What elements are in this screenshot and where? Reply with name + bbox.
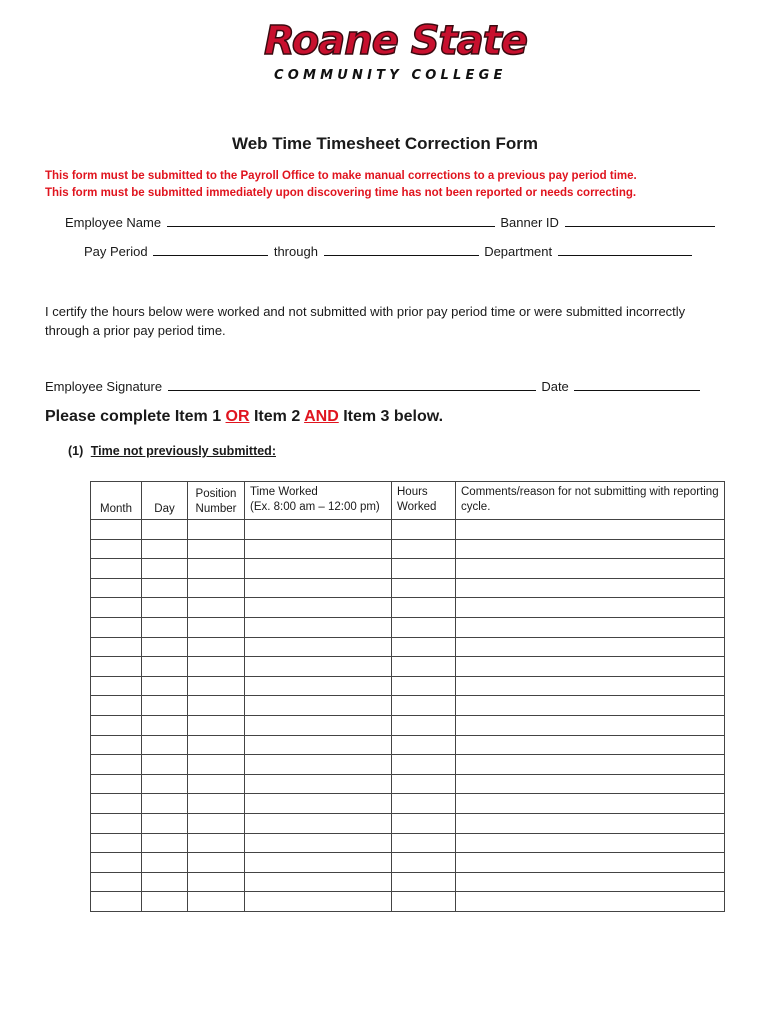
cell-hours[interactable] — [392, 598, 456, 618]
cell-position[interactable] — [188, 539, 245, 559]
instruction-part-3: Item 3 below. — [338, 408, 444, 425]
table-body — [91, 520, 725, 912]
cell-comments[interactable] — [456, 794, 725, 814]
cell-comments[interactable] — [456, 715, 725, 735]
header-day: Day — [142, 482, 188, 520]
table-row — [91, 833, 725, 853]
cell-comments[interactable] — [456, 755, 725, 775]
cell-hours[interactable] — [392, 813, 456, 833]
cell-month[interactable] — [91, 598, 142, 618]
cell-time[interactable] — [245, 755, 392, 775]
cell-comments[interactable] — [456, 735, 725, 755]
cell-hours[interactable] — [392, 735, 456, 755]
cell-hours[interactable] — [392, 774, 456, 794]
cell-position[interactable] — [188, 892, 245, 912]
cell-hours[interactable] — [392, 794, 456, 814]
page-title: Web Time Timesheet Correction Form — [231, 134, 539, 153]
table-row — [91, 617, 725, 637]
cell-day[interactable] — [142, 813, 188, 833]
notice-line-1: This form must be submitted to the Payroll Office to make manual corrections to a previous pay period time. — [45, 170, 637, 182]
cell-time[interactable] — [245, 617, 392, 637]
cell-month[interactable] — [91, 872, 142, 892]
cell-day[interactable] — [142, 715, 188, 735]
cell-position[interactable] — [188, 774, 245, 794]
cell-comments[interactable] — [456, 539, 725, 559]
table-row — [91, 559, 725, 579]
cell-time[interactable] — [245, 735, 392, 755]
cell-hours[interactable] — [392, 559, 456, 579]
table-row — [91, 735, 725, 755]
employee-name-label: Employee Name — [65, 215, 162, 230]
cell-month[interactable] — [91, 774, 142, 794]
cell-day[interactable] — [142, 617, 188, 637]
cell-position[interactable] — [188, 794, 245, 814]
cell-hours[interactable] — [392, 833, 456, 853]
cell-hours[interactable] — [392, 696, 456, 716]
employee-signature-field[interactable] — [168, 378, 536, 391]
cell-position[interactable] — [188, 676, 245, 696]
cell-month[interactable] — [91, 833, 142, 853]
cell-day[interactable] — [142, 539, 188, 559]
cell-day[interactable] — [142, 559, 188, 579]
header-time-line-2: (Ex. 8:00 am – 12:00 pm) — [250, 501, 380, 513]
cell-comments[interactable] — [456, 598, 725, 618]
cell-hours[interactable] — [392, 676, 456, 696]
department-label: Department — [484, 244, 553, 259]
college-logo — [258, 18, 527, 88]
department-field[interactable] — [558, 243, 692, 256]
cell-position[interactable] — [188, 598, 245, 618]
cell-position[interactable] — [188, 755, 245, 775]
cell-time[interactable] — [245, 539, 392, 559]
instruction-heading — [45, 408, 443, 426]
cell-day[interactable] — [142, 676, 188, 696]
cell-time[interactable] — [245, 598, 392, 618]
cell-position[interactable] — [188, 617, 245, 637]
table-row — [91, 892, 725, 912]
cell-hours[interactable] — [392, 617, 456, 637]
cell-comments[interactable] — [456, 853, 725, 873]
cell-hours[interactable] — [392, 715, 456, 735]
cell-comments[interactable] — [456, 676, 725, 696]
time-entry-table — [90, 481, 725, 912]
cell-time[interactable] — [245, 853, 392, 873]
cell-comments[interactable] — [456, 657, 725, 677]
table-row — [91, 598, 725, 618]
cell-month[interactable] — [91, 853, 142, 873]
through-label: through — [273, 244, 318, 259]
cell-day[interactable] — [142, 755, 188, 775]
cell-position[interactable] — [188, 696, 245, 716]
signature-row — [45, 378, 702, 394]
cell-comments[interactable] — [456, 774, 725, 794]
cell-day[interactable] — [142, 598, 188, 618]
table-row — [91, 853, 725, 873]
cell-comments[interactable] — [456, 617, 725, 637]
cell-time[interactable] — [245, 892, 392, 912]
cell-time[interactable] — [245, 715, 392, 735]
pay-period-end-field[interactable] — [324, 243, 479, 256]
section-1-title: Time not previously submitted: — [90, 444, 276, 458]
table-row — [91, 715, 725, 735]
cell-month[interactable] — [91, 637, 142, 657]
cell-time[interactable] — [245, 676, 392, 696]
cell-time[interactable] — [245, 833, 392, 853]
employee-name-field[interactable] — [167, 214, 495, 227]
cell-comments[interactable] — [456, 833, 725, 853]
cell-position[interactable] — [188, 853, 245, 873]
cell-position[interactable] — [188, 559, 245, 579]
table-row — [91, 539, 725, 559]
logo-subtitle: COMMUNITY COLLEGE — [274, 68, 507, 83]
certification-text: I certify the hours below were worked and not submitted with prior pay period time or were submitted incorrectly through a prior pay period time. — [45, 304, 686, 338]
header-position-line-1: Position — [195, 488, 237, 500]
cell-time[interactable] — [245, 794, 392, 814]
table-row — [91, 774, 725, 794]
cell-position[interactable] — [188, 813, 245, 833]
cell-day[interactable] — [142, 794, 188, 814]
cell-time[interactable] — [245, 637, 392, 657]
table-row — [91, 755, 725, 775]
cell-position[interactable] — [188, 520, 245, 540]
cell-month[interactable] — [91, 559, 142, 579]
cell-month[interactable] — [91, 813, 142, 833]
employee-signature-label: Employee Signature — [45, 379, 163, 394]
cell-comments[interactable] — [456, 520, 725, 540]
cell-month[interactable] — [91, 657, 142, 677]
cell-day[interactable] — [142, 637, 188, 657]
cell-day[interactable] — [142, 833, 188, 853]
header-time-line-1: Time Worked — [250, 486, 318, 498]
cell-day[interactable] — [142, 892, 188, 912]
table-row — [91, 578, 725, 598]
cell-comments[interactable] — [456, 872, 725, 892]
cell-day[interactable] — [142, 774, 188, 794]
cell-position[interactable] — [188, 735, 245, 755]
cell-position[interactable] — [188, 657, 245, 677]
cell-hours[interactable] — [392, 578, 456, 598]
cell-position[interactable] — [188, 637, 245, 657]
table-row — [91, 794, 725, 814]
cell-time[interactable] — [245, 696, 392, 716]
cell-time[interactable] — [245, 657, 392, 677]
cell-day[interactable] — [142, 520, 188, 540]
cell-month[interactable] — [91, 755, 142, 775]
header-comments: Comments/reason for not submitting with reporting cycle. — [456, 482, 725, 520]
pay-period-label: Pay Period — [84, 244, 148, 259]
instruction-part-2: Item 2 — [249, 408, 305, 425]
logo-wordmark: Roane State — [264, 18, 527, 64]
table-row — [91, 813, 725, 833]
table-row — [91, 657, 725, 677]
header-position-number — [188, 482, 245, 520]
header-hours-line-2: Worked — [397, 501, 437, 513]
cell-time[interactable] — [245, 774, 392, 794]
cell-hours[interactable] — [392, 637, 456, 657]
instruction-part-1: Please complete Item 1 — [45, 408, 226, 425]
pay-period-row — [84, 243, 694, 259]
banner-id-label: Banner ID — [500, 215, 559, 230]
banner-id-field[interactable] — [565, 214, 715, 227]
cell-time[interactable] — [245, 578, 392, 598]
cell-position[interactable] — [188, 833, 245, 853]
table-row — [91, 637, 725, 657]
cell-month[interactable] — [91, 617, 142, 637]
table-row — [91, 696, 725, 716]
section-1-number: (1) — [68, 444, 84, 458]
cell-month[interactable] — [91, 539, 142, 559]
cell-comments[interactable] — [456, 578, 725, 598]
cell-day[interactable] — [142, 872, 188, 892]
cell-time[interactable] — [245, 520, 392, 540]
cell-comments[interactable] — [456, 559, 725, 579]
header-hours-worked — [392, 482, 456, 520]
cell-day[interactable] — [142, 853, 188, 873]
cell-position[interactable] — [188, 578, 245, 598]
cell-hours[interactable] — [392, 892, 456, 912]
cell-month[interactable] — [91, 676, 142, 696]
cell-day[interactable] — [142, 735, 188, 755]
cell-hours[interactable] — [392, 755, 456, 775]
header-hours-line-1: Hours — [397, 486, 428, 498]
cell-month[interactable] — [91, 794, 142, 814]
cell-comments[interactable] — [456, 696, 725, 716]
table-row — [91, 520, 725, 540]
header-time-worked — [245, 482, 392, 520]
cell-comments[interactable] — [456, 637, 725, 657]
instruction-or: OR — [225, 408, 250, 425]
cell-time[interactable] — [245, 813, 392, 833]
cell-time[interactable] — [245, 872, 392, 892]
cell-month[interactable] — [91, 696, 142, 716]
cell-comments[interactable] — [456, 813, 725, 833]
cell-hours[interactable] — [392, 657, 456, 677]
table-header-row — [91, 482, 725, 520]
employee-name-row — [65, 214, 717, 230]
cell-month[interactable] — [91, 892, 142, 912]
cell-position[interactable] — [188, 872, 245, 892]
cell-month[interactable] — [91, 520, 142, 540]
table-row — [91, 872, 725, 892]
cell-day[interactable] — [142, 657, 188, 677]
cell-day[interactable] — [142, 578, 188, 598]
pay-period-start-field[interactable] — [153, 243, 268, 256]
cell-comments[interactable] — [456, 892, 725, 912]
header-position-line-2: Number — [195, 503, 237, 515]
section-1-heading — [68, 444, 276, 458]
notice-line-2: This form must be submitted immediately upon discovering time has not been reported or needs correcting. — [45, 187, 637, 199]
cell-hours[interactable] — [392, 539, 456, 559]
cell-time[interactable] — [245, 559, 392, 579]
cell-month[interactable] — [91, 578, 142, 598]
date-label: Date — [541, 379, 569, 394]
cell-month[interactable] — [91, 715, 142, 735]
instruction-and: AND — [304, 408, 339, 425]
cell-position[interactable] — [188, 715, 245, 735]
cell-hours[interactable] — [392, 520, 456, 540]
cell-hours[interactable] — [392, 853, 456, 873]
cell-hours[interactable] — [392, 872, 456, 892]
table-row — [91, 676, 725, 696]
cell-day[interactable] — [142, 696, 188, 716]
date-field[interactable] — [574, 378, 700, 391]
cell-month[interactable] — [91, 735, 142, 755]
header-month: Month — [91, 482, 142, 520]
